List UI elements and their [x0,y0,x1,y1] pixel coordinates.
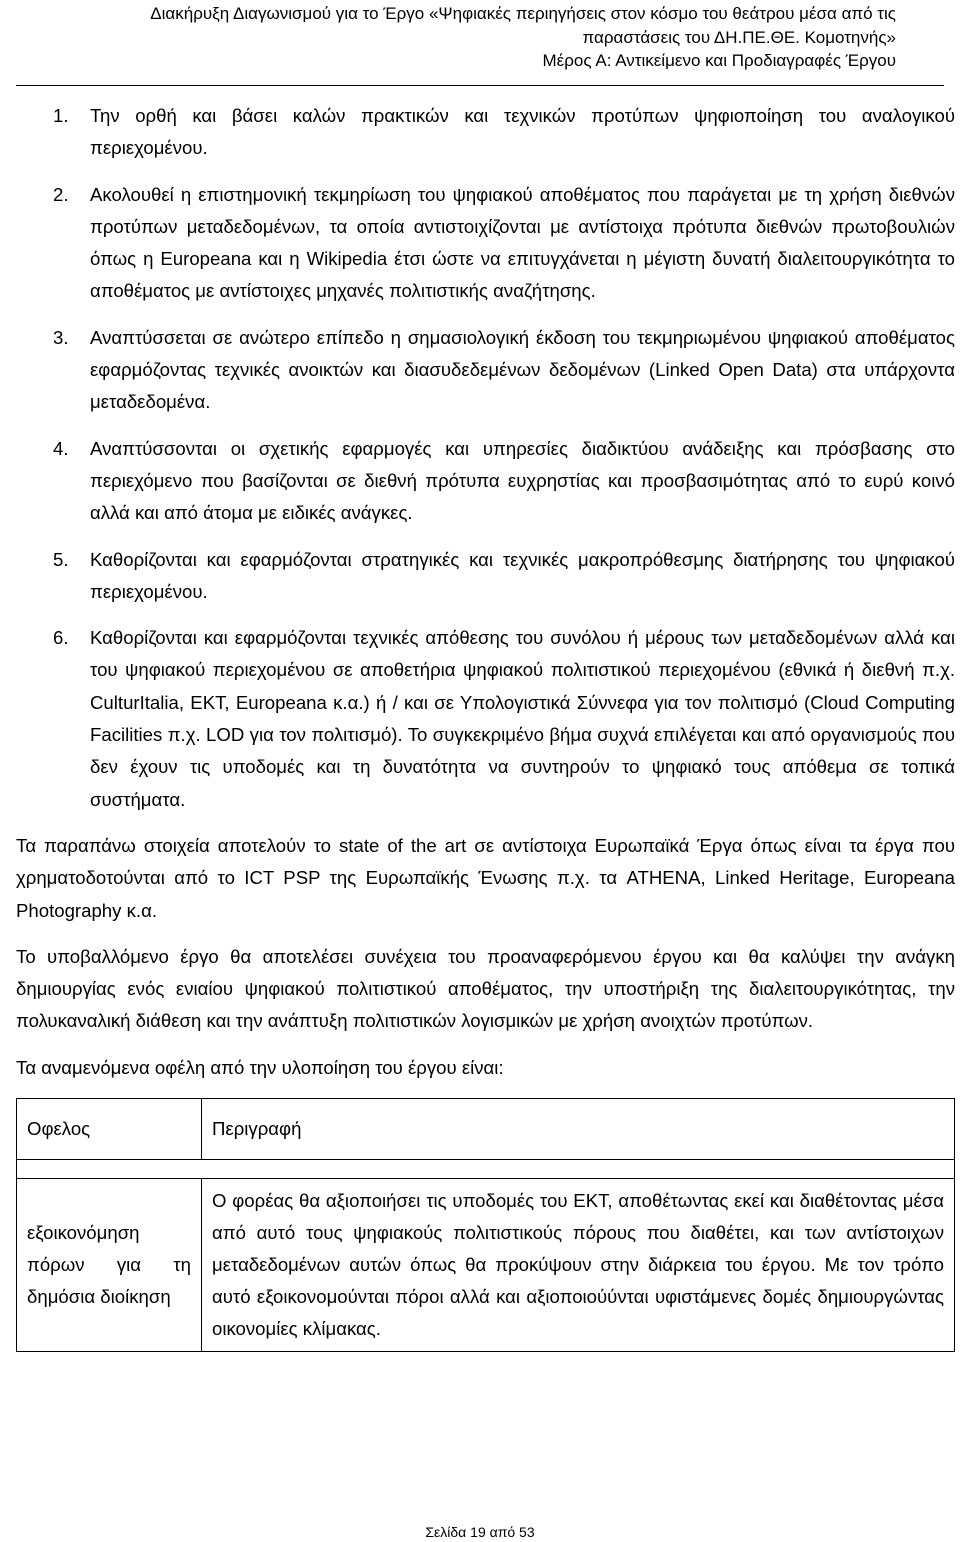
list-number: 3. [53,326,69,348]
list-item-text: Την ορθή και βάσει καλών πρακτικών και τεχνικών προτύπων ψηφιοποίηση του αναλογικού περιεχομένου. [90,105,955,159]
list-number: 1. [53,105,69,126]
benefits-table [16,1098,955,1352]
list-item [16,622,955,816]
paragraph-state-of-art: Τα παραπάνω στοιχεία αποτελούν το state of the art σε αντίστοιχα Ευρωπαϊκά Έργα όπως είναι τα έργα που χρηματοδοτούνται από το ICT PSP της Ευρωπαϊκής Ένωσης π.χ. τα ATHENA, Linked Heritage, Europeana Photography κ.α. [16,834,955,921]
list-item [16,544,955,609]
table-spacer [17,1160,955,1179]
page-body [16,100,955,1352]
document-header [16,2,896,73]
paragraph-benefits-intro: Τα αναμενόμενα οφέλη από την υλοποίηση του έργου είναι: [16,1056,504,1078]
list-item [16,433,955,530]
list-number: 4. [53,437,69,459]
column-header-description: Περιγραφή [202,1099,955,1160]
paragraph-project-continuation: Το υποβαλλόμενο έργο θα αποτελέσει συνέχεια του προαναφερόμενου έργου και θα καλύψει την ανάγκη δημιουργίας ενός ενιαίου ψηφιακού πολιτιστικού αποθέματος, την υποστήριξη της διαλειτουργικότητας, την πολυκαναλική διάθεση και την ανάπτυξη πολιτιστικών λογισμικών με χρήση ανοιχτών προτύπων. [16,945,955,1032]
numbered-list [16,100,955,816]
list-number: 2. [53,183,69,205]
page-number: Σελίδα 19 από 53 [425,1524,535,1540]
header-line-1: Διακήρυξη Διαγωνισμού για το Έργο «Ψηφιακές περιηγήσεις στον κόσμο του θεάτρου μέσα από τις [150,4,896,23]
list-item-text: Καθορίζονται και εφαρμόζονται στρατηγικές και τεχνικές μακροπρόθεσμης διατήρησης του ψηφιακού περιεχομένου. [90,548,955,602]
description-cell: Ο φορέας θα αξιοποιήσει τις υποδομές του ΕΚΤ, αποθέτωντας εκεί και διαθέτοντας μέσα από αυτό τους ψηφιακούς πολιτιστικούς πόρους που διαθέτει, και των αντίστοιχων μεταδεδομένων αυτών όπως θα προκύψουν στην διάρκεια του έργου. Με τον τρόπο αυτό εξοικονομούνται πόροι αλλά και αξιοποιούύνται υφιστάμενες δομές δημιουργώντας οικονομίες κλίμακας. [202,1179,955,1352]
column-header-benefit: Οφελος [17,1099,202,1160]
list-item-text: Ακολουθεί η επιστημονική τεκμηρίωση του ψηφιακού αποθέματος που παράγεται με τη χρήση διεθνών προτύπων μεταδεδομένων, τα οποία αντιστοιχίζονται με αντίστοιχα πρότυπα διεθνών πρωτοβουλιών όπως η Europeana και η Wikipedia έτσι ώστε να επιτυγχάνεται η μέγιστη δυνατή διαλειτουργικότητα το αποθέματος με αντίστοιχες μηχανές πολιτιστικής αναζήτησης. [90,183,955,302]
table-row [17,1179,955,1352]
list-item [16,100,955,165]
list-number: 6. [53,627,69,649]
list-item-text: Αναπτύσσονται οι σχετικής εφαρμογές και υπηρεσίες διαδικτύου ανάδειξης και πρόσβασης στο περιεχόμενο που βασίζονται σε διεθνή πρότυπα ευχρηστίας και προσβασιμότητας από το ευρύ κοινό αλλά και από άτομα με ειδικές ανάγκες. [90,437,955,524]
table-spacer-cell [17,1160,955,1179]
header-divider [16,85,944,86]
list-item [16,322,955,419]
header-line-2: παραστάσεις του ΔΗ.ΠΕ.ΘΕ. Κομοτηνής» [582,27,896,47]
benefit-cell: εξοικονόμηση πόρων για τη δημόσια διοίκηση [17,1179,202,1352]
header-line-3: Μέρος Α: Αντικείμενο και Προδιαγραφές Έργου [542,51,896,70]
table-header-row [17,1099,955,1160]
list-item-text: Καθορίζονται και εφαρμόζονται τεχνικές απόθεσης του συνόλου ή μέρους των μεταδεδομένων αλλά και του ψηφιακού περιεχομένου σε αποθετήρια ψηφιακού πολιτιστικού περιεχομένου (εθνικά ή διεθνή π.χ. CulturItalia, ΕΚΤ, Europeana κ.α.) ή / και σε Υπολογιστικά Σύννεφα για τον πολιτισμό (Cloud Computing Facilities π.χ. LOD για τον πολιτισμό). Το συγκεκριμένο βήμα συχνά επιλέγεται και από οργανισμούς που δεν έχουν τις υποδομές και τη δυνατότητα να συντηρούν το ψηφιακό τους απόθεμα σε τοπικά συστήματα. [90,627,955,810]
list-item [16,179,955,308]
list-number: 5. [53,548,69,570]
list-item-text: Αναπτύσσεται σε ανώτερο επίπεδο η σημασιολογική έκδοση του τεκμηριωμένου ψηφιακού αποθέματος εφαρμόζοντας τεχνικές ανοικτών και διασυδεδεμένων δεδομένων (Linked Open Data) στα υπάρχοντα μεταδεδομένα. [90,326,955,413]
